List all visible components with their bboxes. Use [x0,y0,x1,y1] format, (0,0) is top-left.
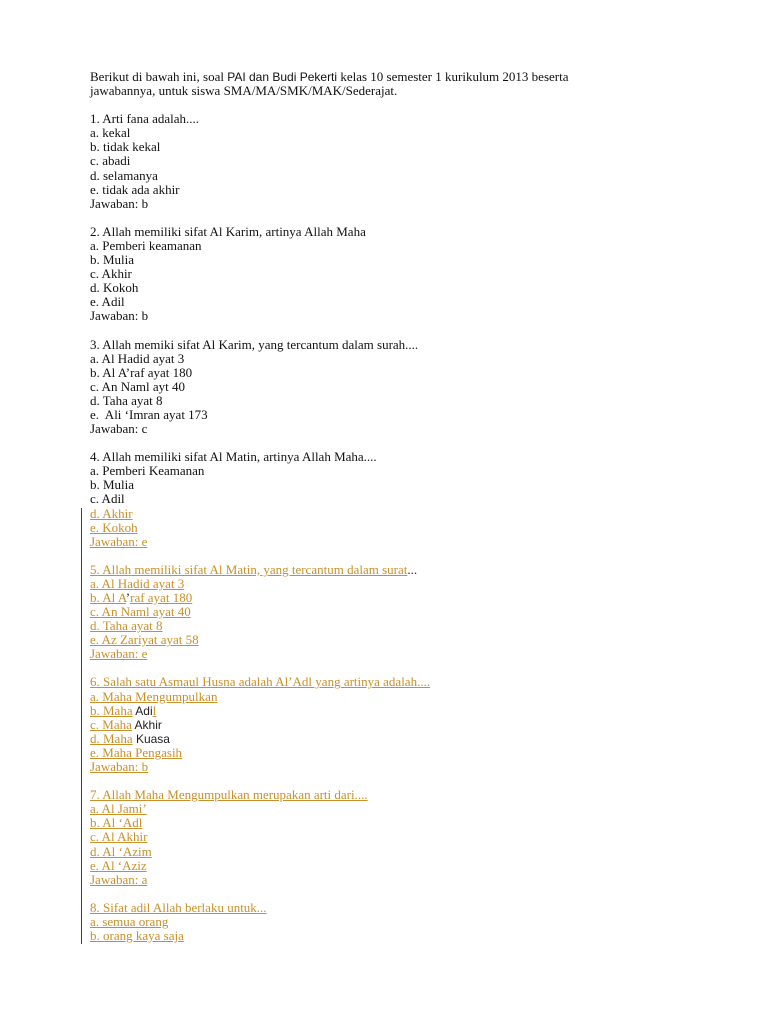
question-text: 6. Salah satu Asmaul Husna adalah Al’Adl yang artinya adalah.... [90,674,431,690]
intro-text: Berikut di bawah ini, soal [90,69,228,84]
option-b: b. tidak kekal [90,139,161,155]
answer: Jawaban: b [90,759,149,775]
answer: Jawaban: a [90,871,148,887]
option-b: b. orang kaya saja [90,927,184,943]
option-a: a. Maha Mengumpulkan [90,688,218,704]
answer: Jawaban: e [90,533,148,549]
option-e: e. Adil [90,294,125,310]
intro-dan: dan [245,70,273,84]
question-text: 4. Allah memiliki sifat Al Matin, artinya Allah Maha.... [90,449,377,465]
option-e: e. Al ‘Aziz [90,857,147,873]
question-5 [90,563,690,662]
answer: Jawaban: b [90,308,149,324]
option-a: a. Pemberi keamanan [90,237,202,253]
question-text: 3. Allah memiki sifat Al Karim, yang tercantum dalam surah.... [90,336,419,352]
option-c [90,718,690,732]
option-d-pre: d. Maha [90,730,133,746]
option-b: b. Al ‘Adl [90,815,143,831]
option-b [90,591,690,605]
answer: Jawaban: b [90,195,149,211]
option-d: d. Al ‘Azim [90,843,152,859]
option-a: a. Al Hadid ayat 3 [90,350,185,366]
option-c: c. Akhir [90,266,132,282]
question-6 [90,675,690,774]
question-4 [90,450,690,549]
option-b-post: raf ayat 180 [130,590,193,605]
option-e: e. Maha Pengasih [90,744,183,760]
answer: Jawaban: e [90,646,148,662]
option-c-pre: c. Maha [90,716,132,732]
intro-text-end: kelas 10 semester 1 kurikulum 2013 beserta [337,69,569,84]
answer: Jawaban: c [90,421,148,437]
option-d: d. Taha ayat 8 [90,392,163,408]
option-c-post: Akhir [131,717,162,732]
option-b-pre: b. Al A [90,590,126,605]
question-text: 1. Arti fana adalah.... [90,111,200,127]
option-b-mid: Adi [132,703,153,718]
intro-pai: PAI [227,70,246,84]
option-e: e. tidak ada akhir [90,181,180,197]
option-c: c. An Naml ayat 40 [90,604,191,620]
intro-paragraph [90,70,690,98]
option-c: c. Adil [90,491,125,507]
option-c: c. Al Akhir [90,829,148,845]
question-main: 5. Allah memiliki sifat Al Matin, yang tercantum dalam surat [90,561,408,577]
option-a: a. Al Hadid ayat 3 [90,575,185,591]
question-8 [90,901,690,943]
intro-budi-pekerti: Budi Pekerti [272,70,338,84]
option-b: b. Mulia [90,252,135,268]
question-text: 8. Sifat adil Allah berlaku untuk... [90,899,267,915]
option-c: c. abadi [90,153,131,169]
option-d-post: Kuasa [132,731,170,746]
option-a: a. Pemberi Keamanan [90,463,205,479]
option-d [90,732,690,746]
option-a: a. Al Jami’ [90,801,147,817]
question-text [90,563,690,577]
question-1 [90,112,690,211]
revision-change-bar [81,508,82,944]
document-page [90,70,690,957]
option-e: e. Kokoh [90,519,138,535]
option-a: a. kekal [90,125,131,141]
option-e: e. Az Zariyat ayat 58 [90,632,199,648]
option-e: e. Ali ‘Imran ayat 173 [90,406,208,422]
question-7 [90,788,690,887]
intro-line-1 [90,70,690,84]
question-text: 7. Allah Maha Mengumpulkan merupakan arti dari.... [90,787,368,803]
option-b-pre: b. Maha [90,702,133,718]
question-tail: ... [407,561,418,577]
option-b [90,704,690,718]
option-b-post: l [152,702,157,718]
option-d: d. Akhir [90,505,133,521]
option-c: c. An Naml ayt 40 [90,378,185,394]
option-d: d. selamanya [90,167,158,183]
option-d: d. Taha ayat 8 [90,618,163,634]
question-text: 2. Allah memiliki sifat Al Karim, artinya Allah Maha [90,223,366,239]
option-b-mark: ’ [125,590,131,605]
option-a: a. semua orang [90,913,169,929]
option-d: d. Kokoh [90,280,139,296]
question-3 [90,338,690,437]
question-2 [90,225,690,324]
option-b: b. Mulia [90,477,135,493]
intro-line-2: jawabannya, untuk siswa SMA/MA/SMK/MAK/Sederajat. [90,83,398,99]
option-b: b. Al A’raf ayat 180 [90,364,193,380]
